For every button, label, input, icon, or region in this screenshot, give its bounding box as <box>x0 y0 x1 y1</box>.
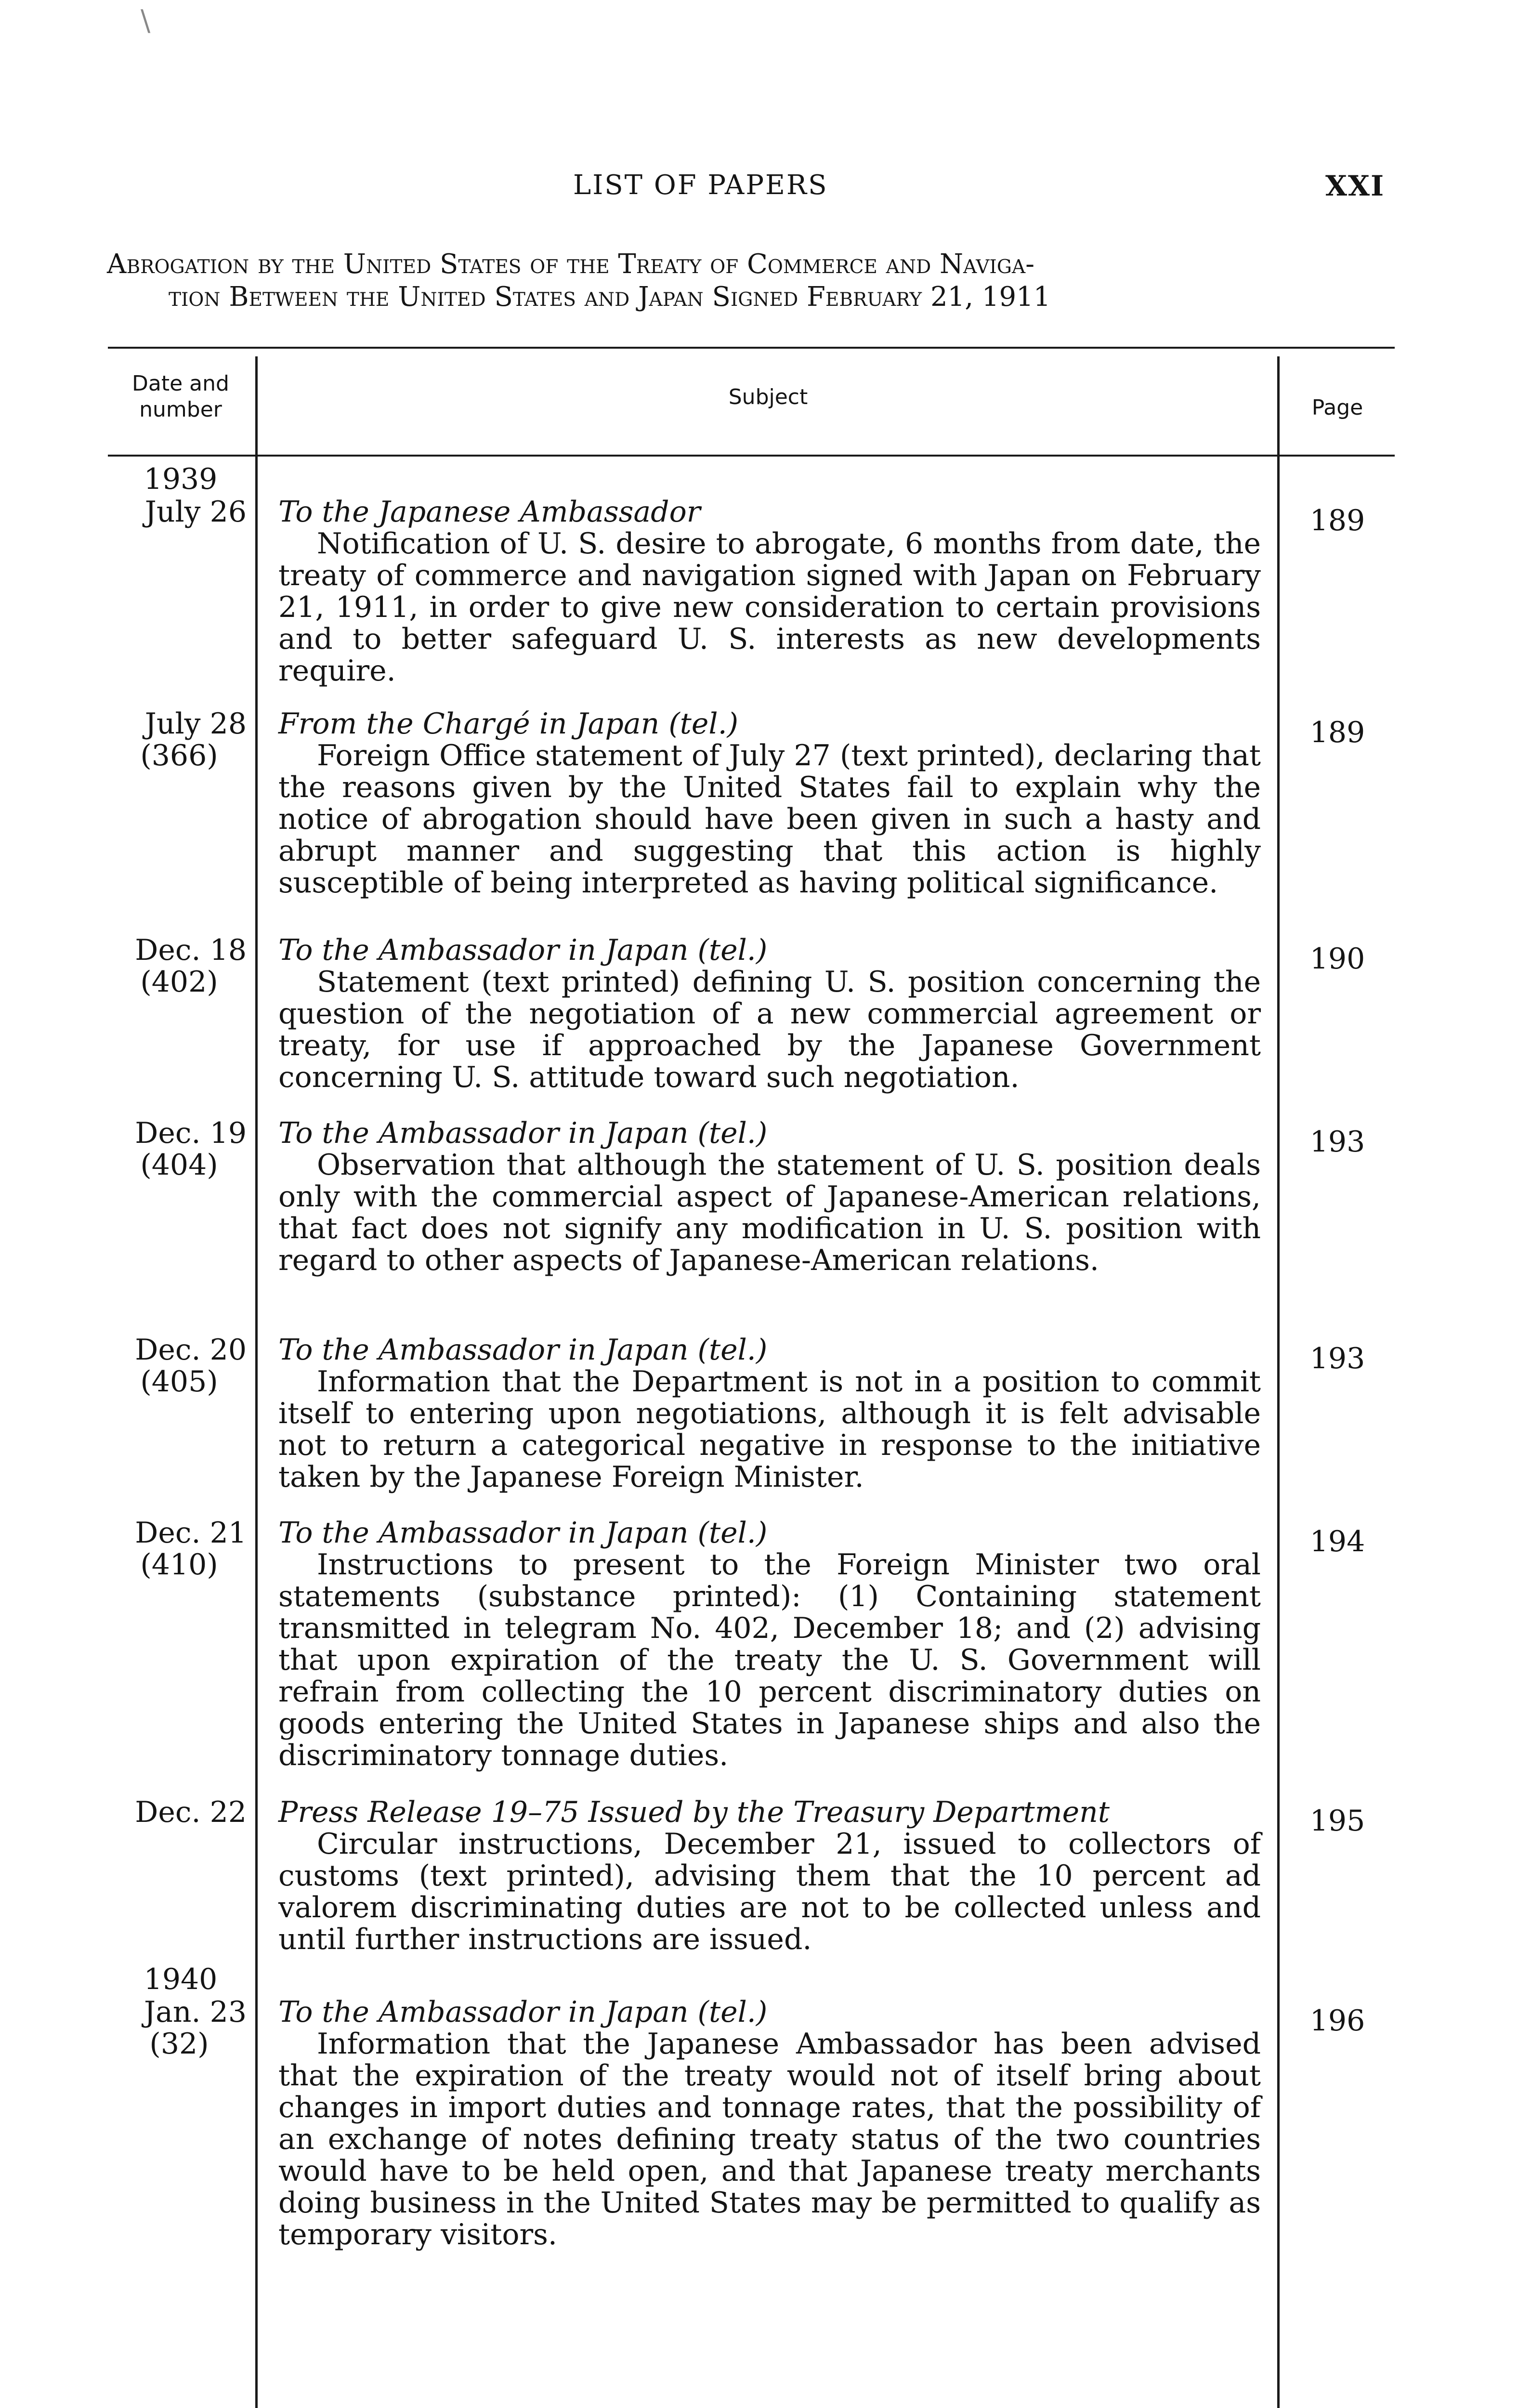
entry-heading: To the Ambassador in Japan (tel.) <box>278 1116 768 1150</box>
entry-body: Foreign Office statement of July 27 (text printed), declaring that the reasons given by the United States fail to explain why the notice of abrogation should have been given in such a hasty and abrupt manner and suggesting that this action is highly susceptible of being interpreted as having political significance. <box>278 739 1261 900</box>
entry-number: (404) <box>140 1148 218 1182</box>
column-divider-page <box>1277 356 1280 2408</box>
entry-date <box>107 1996 247 2060</box>
section-title-line-1: Abrogation by the United States of the Treaty of Commerce and Naviga- <box>107 249 1035 280</box>
entry-subject <box>278 934 1261 1093</box>
entry-subject <box>278 1117 1261 1276</box>
column-header-page: Page <box>1311 395 1363 420</box>
entry-subject <box>278 1996 1261 2251</box>
entry-date-text: Dec. 20 <box>135 1333 247 1367</box>
entry-date-text: Dec. 18 <box>135 933 247 967</box>
entry-date <box>107 496 247 528</box>
entry-date-text: July 28 <box>144 707 247 741</box>
entry-heading: To the Ambassador in Japan (tel.) <box>278 1516 768 1550</box>
column-header-date: Date and number <box>132 371 229 422</box>
entry-number: (405) <box>140 1365 218 1399</box>
entry-date <box>107 1517 247 1581</box>
entry-date-text: Jan. 23 <box>144 1995 247 2029</box>
entry-subject <box>278 1517 1261 1771</box>
entry-page: 193 <box>1309 1125 1365 1159</box>
section-title <box>107 248 1402 314</box>
entry-heading: Press Release 19–75 Issued by the Treasury Department <box>278 1795 1110 1829</box>
running-head: LIST OF PAPERS <box>573 170 828 201</box>
page-number: XXI <box>1325 170 1385 202</box>
entry-subject <box>278 708 1261 899</box>
entry-body: Information that the Japanese Ambassador has been advised that the expiration of the treaty would not of itself bring about changes in import duties and tonnage rates, that the possibility of an exchange of notes defining treaty status of the two countries would have to be held open, and that Japanese treaty merchants doing business in the United States may be permitted to qualify as temporary visitors. <box>278 2027 1261 2251</box>
entry-date <box>107 934 247 998</box>
entry-page: 193 <box>1309 1342 1365 1375</box>
entry-heading: To the Japanese Ambassador <box>278 495 701 529</box>
entry-body: Information that the Department is not in a position to commit itself to entering upon negotiations, although it is felt advisable not to return a categorical negative in response to the initiative taken by the Japanese Foreign Minister. <box>278 1365 1261 1494</box>
entry-page: 189 <box>1309 716 1365 749</box>
entry-date-text: July 26 <box>144 495 247 529</box>
entry-date <box>107 1117 247 1181</box>
section-title-line-2: tion Between the United States and Japan Signed February 21, 1911 <box>169 281 1051 313</box>
entry-subject <box>278 496 1261 687</box>
table-header-rule <box>108 455 1395 457</box>
entry-number: (402) <box>140 965 218 999</box>
entry-number: (410) <box>140 1548 218 1582</box>
scan-artifact: \ <box>141 4 151 38</box>
entry-page: 194 <box>1309 1525 1365 1558</box>
entry-page: 190 <box>1309 942 1365 976</box>
table-top-rule <box>108 347 1395 349</box>
entry-page: 189 <box>1309 504 1365 537</box>
entry-body: Statement (text printed) defining U. S. position concerning the question of the negotiation of a new commercial agreement or treaty, for use if approached by the Japanese Government concerning U. S. attitude toward such negotiation. <box>278 965 1261 1094</box>
entry-date-text: Dec. 22 <box>135 1795 247 1829</box>
entry-number: (366) <box>140 739 218 772</box>
entry-page: 196 <box>1309 2004 1365 2038</box>
column-header-subject: Subject <box>728 385 808 409</box>
entry-body: Notification of U. S. desire to abrogate, 6 months from date, the treaty of commerce and navigation signed with Japan on February 21, 1911, in order to give new consideration to certain provisions and to better safeguard U. S. interests as new developments require. <box>278 527 1261 688</box>
entry-date <box>107 1334 247 1398</box>
entry-page: 195 <box>1309 1804 1365 1838</box>
entry-date <box>107 1796 247 1828</box>
year-label: 1939 <box>144 462 218 496</box>
year-label: 1940 <box>144 1963 218 1996</box>
entry-subject <box>278 1796 1261 1955</box>
entry-body: Circular instructions, December 21, issued to collectors of customs (text printed), advising them that the 10 percent ad valorem discriminating duties are not to be collected unless and until further instructions are issued. <box>278 1827 1261 1956</box>
entry-body: Observation that although the statement of U. S. position deals only with the commercial aspect of Japanese-American relations, that fact does not signify any modification in U. S. position with regard to other aspects of Japanese-American relations. <box>278 1148 1261 1277</box>
column-divider-date <box>255 356 258 2408</box>
entry-date-text: Dec. 21 <box>135 1516 247 1550</box>
entry-date-text: Dec. 19 <box>135 1116 247 1150</box>
entry-date <box>107 708 247 772</box>
entry-subject <box>278 1334 1261 1493</box>
entry-heading: To the Ambassador in Japan (tel.) <box>278 1995 768 2029</box>
entry-number: (32) <box>149 2027 209 2061</box>
entry-heading: To the Ambassador in Japan (tel.) <box>278 933 768 967</box>
entry-body: Instructions to present to the Foreign Minister two oral statements (substance printed): (1) Containing statement transmitted in telegram No. 402, December 18; and (2) advising that upon expiration of the treaty the U. S. Government will refrain from collecting the 10 percent discriminatory duties on goods entering the United States in Japanese ships and also the discriminatory tonnage duties. <box>278 1548 1261 1772</box>
entry-heading: From the Chargé in Japan (tel.) <box>278 707 739 741</box>
entry-heading: To the Ambassador in Japan (tel.) <box>278 1333 768 1367</box>
